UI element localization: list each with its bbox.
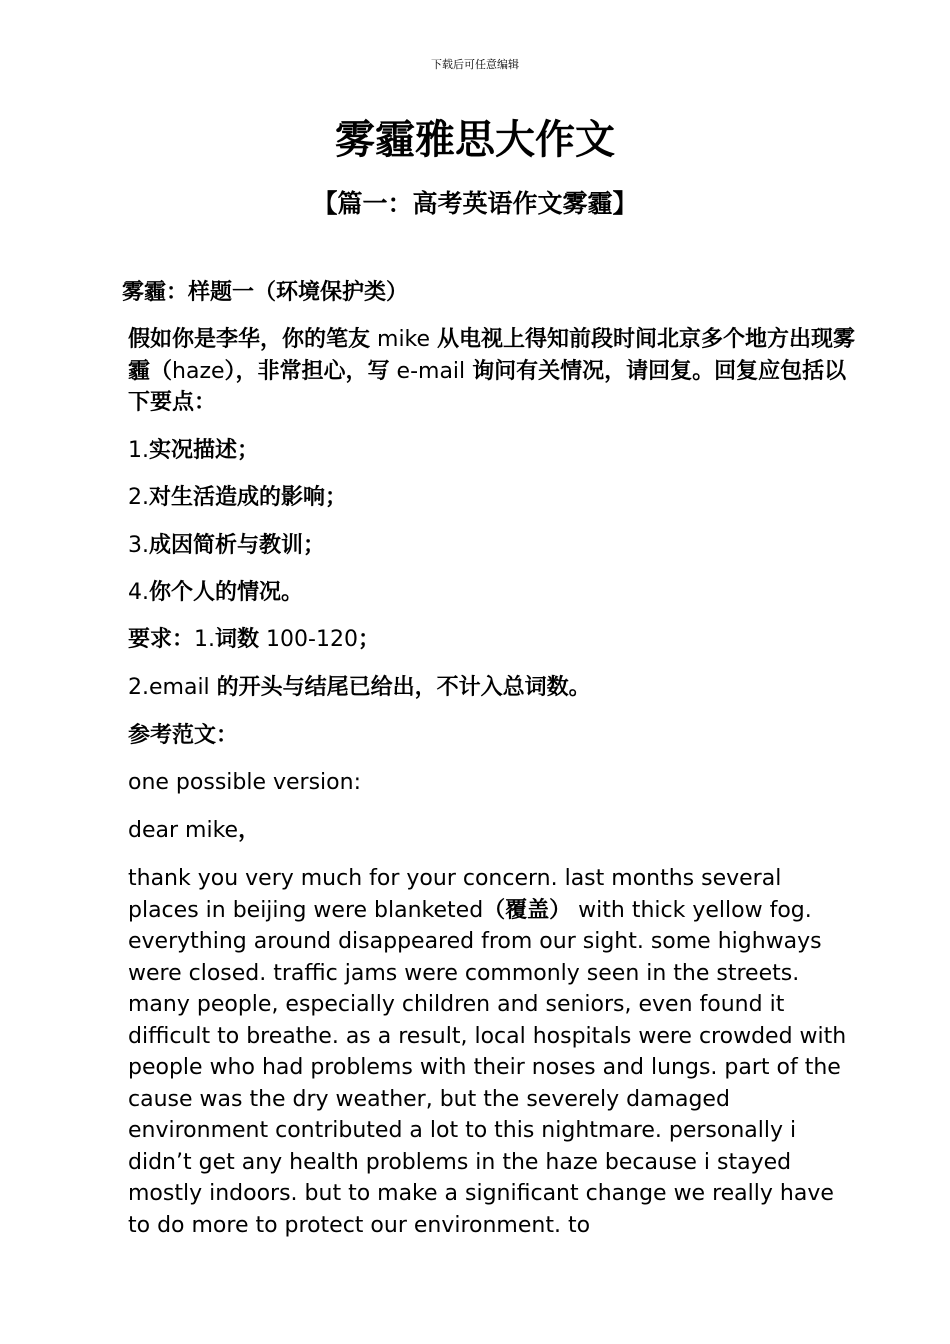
- requirement-number: 2.email: [128, 675, 217, 700]
- requirement-2: [128, 673, 591, 703]
- salutation-text: dear mike: [128, 818, 239, 843]
- requirement-end: ；: [357, 627, 380, 652]
- prompt-haze: haze: [172, 358, 225, 384]
- version-label: one possible version:: [128, 770, 361, 795]
- point-text: 对生活造成的影响；: [149, 485, 348, 510]
- point-text: 你个人的情况。: [149, 580, 304, 605]
- point-item-2: [128, 483, 347, 513]
- document-subtitle: 【篇一：高考英语作文雾霾】: [312, 189, 638, 218]
- point-text: 实况描述；: [149, 438, 260, 463]
- point-item-4: [128, 578, 303, 608]
- requirement-number: 1.: [194, 627, 216, 652]
- essay-gloss: （覆盖）: [483, 897, 572, 923]
- requirement-label: 要求：: [128, 627, 195, 652]
- prompt-text-1: 假如你是李华，你的笔友: [128, 327, 371, 352]
- prompt-text-4: 询问有关情况，请回复。回复应包括以下要点：: [128, 358, 847, 415]
- point-item-1: [128, 436, 259, 466]
- prompt-name-mike: mike: [370, 327, 438, 352]
- page-header-note: 下载后可任意编辑: [431, 58, 519, 71]
- prompt-text-3: ），非常担心，写: [224, 358, 390, 384]
- point-number: 4.: [128, 580, 149, 605]
- salutation: [128, 816, 260, 846]
- point-number: 1.: [128, 438, 149, 463]
- requirement-text: 词数: [215, 627, 260, 652]
- salutation-comma: ，: [238, 818, 261, 843]
- prompt-paragraph: [115, 324, 858, 419]
- requirement-text: 的开头与结尾已给出，不计入总词数。: [216, 675, 591, 700]
- essay-body-text-2: with thick yellow fog. everything around disappeared from our sight. some highways were closed. traffic jams were commonly seen in the streets. many people, especially children and seniors, even found it difficult to breathe. as a result, local hospitals were crowded with people who had problems with their noses and lungs. part of the cause was the dry weather, but the severely damaged environment contributed a lot to this nightmare. personally i didn’t get any health problems in the haze because i stayed mostly indoors. but to make a significant change we really have to do more to protect our environment. to: [128, 897, 847, 1238]
- essay-body-paragraph: [115, 863, 858, 1241]
- sample-heading: 雾霾：样题一（环境保护类）: [122, 280, 409, 305]
- point-number: 2.: [128, 485, 149, 510]
- point-number: 3.: [128, 533, 149, 558]
- reference-label: 参考范文：: [128, 723, 239, 748]
- requirement-value: 100-120: [259, 627, 358, 652]
- essay-body-text-1: thank you very much for your concern. last months several places in beijing were blanketed: [128, 866, 782, 923]
- requirement-1: [128, 625, 380, 655]
- point-text: 成因简析与教训；: [149, 533, 326, 558]
- point-item-3: [128, 531, 325, 561]
- document-title: 雾霾雅思大作文: [335, 117, 615, 163]
- prompt-email: e-mail: [389, 358, 473, 384]
- prompt-text-2: 从电视上得知前段时间北京多个地方出现雾霾（: [128, 327, 856, 384]
